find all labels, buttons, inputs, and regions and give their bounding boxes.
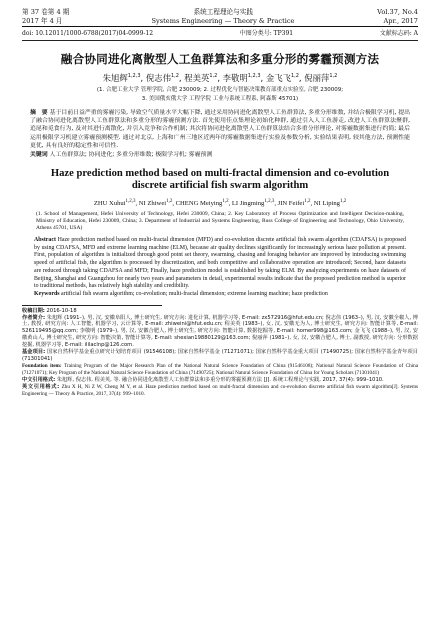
abstract-en [34,237,406,291]
doi: doi: 10.12011/1000-6788(2017)04-0999-12 [22,30,154,38]
journal-name-cn: 系统工程理论与实践 [193,8,253,16]
author-cn: 程美英$^{1,2}$ [184,73,218,84]
header-rule [22,26,418,27]
author-en: LI Jingming$^{1,2,3}$ [231,198,275,208]
clc-number: 中图分类号: TP391 [239,30,294,38]
author-cn: 金飞飞$^{1,2}$ [265,73,299,84]
footnote-rule [22,305,162,306]
volume-issue-en: Vol.37, No.4 [377,8,418,16]
title-en: Haze prediction method based on multi-fractal dimension and co-evolution discrete artificial fish swarm algorithm [50,168,390,192]
volume-issue-cn: 第 37 卷第 4 期 [22,8,70,16]
date-cn: 2017 年 4 月 [22,16,63,25]
author-cn: 倪志伟$^{1,2}$ [145,73,179,84]
abstract-en-text: Haze prediction method based on multi-fractal dimension (MFD) and co-evolution discrete artificial fish swarm algorithm (CDAFSA) is proposed by using CDAFSA, MFD and extreme learning machine (ELM), because air quality declines significantly for increasingly serious haze pollution at present. First, population of algorithm is initialized through good point set theory, swarming, chasing and foraging behavior are improved by introducing swimming speed of artificial fish, the algorithm is processed by discretization, and both competitive and collaborative operation are introduced; Second, haze datasets are reduced through taking CDAFSA and MFD; Finally, haze prediction model is established by taking ELM. By analyzing experiments on haze datasets of Beijing, Shanghai and Guangzhou for nearly two years and parameters in detail, experimental results indicate that the proposed prediction method is superior to traditional methods, has relatively high stability and credibility. [34,237,406,290]
meta-rule [22,40,418,41]
document-code: 文献标志码: A [379,30,418,38]
keywords-cn-label: 关键词 [30,152,48,159]
keywords-cn [30,151,410,159]
authors-en: ZHU Xuhui$^{1,2,3}$, NI Zhiwei$^{1,2}$, CHENG Meiying$^{1,2}$, LI Jingming$^{1,2,3}$, JIN Feifei$^{1,2}$, NI Liping$^{1,2}$ [93,198,347,208]
author-en: ZHU Xuhui$^{1,2,3}$ [93,198,136,208]
journal-name-en: Systems Engineering — Theory & Practice [151,16,295,25]
author-en: NI Liping$^{1,2}$ [313,198,347,208]
footnote-received: 收稿日期: 2016-10-18 [22,307,77,314]
affiliation-cn-1: (1. 合肥工业大学 管理学院, 合肥 230009; 2. 过程优化与智能决策教育部重点实验室, 合肥 230009; [96,87,344,94]
affiliation-en: (1. School of Management, Hefei University of Technology, Hefei 230009, China; 2. Key Laboratory of Process Optimization and Intelligent Decision-making, Ministry of Education, Hefei 230009, China; 3. Department of Industrial and Systems Engineering, Russ College of Engineering and Technology, Ohio University, Athens 45701, USA) [36,211,404,232]
author-en: CHENG Meiying$^{1,2}$ [175,198,229,208]
author-cn: 朱旭辉$^{1,2,3}$ [102,73,141,84]
running-header-2 [22,17,418,26]
footnote-author-bio: 作者简介: 朱旭辉 (1991–), 男, 汉, 安徽阜阳人, 博士研究生, 研究方向: 进化计算, 机器学习等, E-mail: zx572916@hfut.edu.cn; 倪志伟 (1963–), 男, 汉, 安徽全椒人, 博士, 教授, 研究方向: 人工智能, 机器学习, 云计算等, E-mail: zhiweini@hfut.edu.cn; 程美英 (1983–), 女, 汉, 安徽无为人, 博士研究生, 研究方向: 智能计算等, E-mail: 526119495@qq.com; 李敬明 (1979–), 男, 汉, 安徽合肥人, 博士研究生, 研究方向: 智能计算, 数据挖掘等, E-mail: homer998@163.com; 金飞飞 (1988–), 男, 汉, 安徽黄山人, 博士研究生, 研究方向: 智能决策, 智能计算等, E-mail: shexian19880129@163.com; 倪丽萍 (1981–), 女, 汉, 安徽合肥人, 博士, 副教授, 研究方向: 分形数据挖掘, 机器学习等, E-mail: ililaclnp@126.com. [22,314,418,349]
title-cn: 融合协同进化离散型人工鱼群算法和多重分形的雾霾预测方法 [60,52,380,67]
abstract-en-label: Abstract [34,237,56,244]
keywords-en [34,291,406,299]
footnote-foundation: Foundation item: Training Program of the Major Research Plan of the National Natural Science Foundation of China (91546108); National Natural Science Foundation of China (71271071); Key Program of the National Natural Science Foundation of China (71490725); National Natural Science Foundation of China for Young Scholars (71301041) [22,362,418,376]
abstract-cn [30,109,410,150]
footnote-cite-cn: 中文引用格式: 朱旭辉, 倪志伟, 程美英, 等. 融合协同进化离散型人工鱼群算法和多重分形的雾霾预测方法 [J]. 系统工程理论与实践, 2017, 37(4): 999–1010. [22,376,384,383]
author-en: JIN Feifei$^{1,2}$ [277,198,311,208]
date-en: Apr., 2017 [383,16,418,25]
keywords-en-label: Keywords [34,290,60,297]
keywords-cn-text: 人工鱼群算法; 协同进化; 多重分形维数; 极限学习机; 雾霾预测 [49,152,213,159]
keywords-en-text: artificial fish swarm algorithm; co-evolution; multi-fractal dimension; extreme learning machine; haze prediction [61,290,328,297]
affiliation-cn-2: 3. 美国俄亥俄大学 工程学院 工业与系统工程系, 阿森斯 45701) [141,95,299,102]
authors-cn: 朱旭辉$^{1,2,3}$, 倪志伟$^{1,2}$, 程美英$^{1,2}$, 李敬明$^{1,2,3}$, 金飞飞$^{1,2}$, 倪丽萍$^{1,2}$ [102,73,338,84]
article-meta [22,30,418,38]
footnote-cite-en: 英文引用格式: Zhu X H, Ni Z W, Cheng M Y, et al. Haze prediction method based on multi-fractal dimension and co-evolution discrete artificial fish swarm algorithm[J]. Systems Engineering — Theory & Practice, 2017, 37(4): 999–1010. [22,383,419,397]
abstract-cn-text: 基于目前日益严重的雾霾污染, 导致空气质量水平大幅下降, 通过采用协同进化离散型人工鱼群算法, 多重分形维数, 并结合极限学习机, 提出了融合协同进化离散型人工鱼群算法和多重分形的雾霾预测方法. 首先使用佳点集理论初始化种群, 通过引入人工鱼游走, 改进人工鱼群算法聚群, 追尾和觅食行为, 及对其进行离散化, 并引入竞争和合作机制; 其次将协同进化离散型人工鱼群算法结合多重分形理论, 对雾霾数据集进行约简; 最后运用极限学习机建立雾霾预测模型. 通过对北京, 上海和广州三地区近两年的雾霾数据集进行实验及参数分析, 实验结果表明, 较其他方法, 预测性能更优, 具有良好的稳定性和可信性. [30,110,411,149]
author-en: NI Zhiwei$^{1,2}$ [138,198,173,208]
author-cn: 倪丽萍$^{1,2}$ [304,73,338,84]
running-header [22,8,418,17]
author-cn: 李敬明$^{1,2,3}$ [222,73,261,84]
abstract-cn-label: 摘 要 [30,110,48,116]
footnote-fund: 基金项目: 国家自然科学基金重点研究计划培育项目 (91546108); 国家自然科学基金 (71271071); 国家自然科学基金重大项目 (71490725); 国家自然科学基金青年项目 (71301041) [22,349,418,362]
